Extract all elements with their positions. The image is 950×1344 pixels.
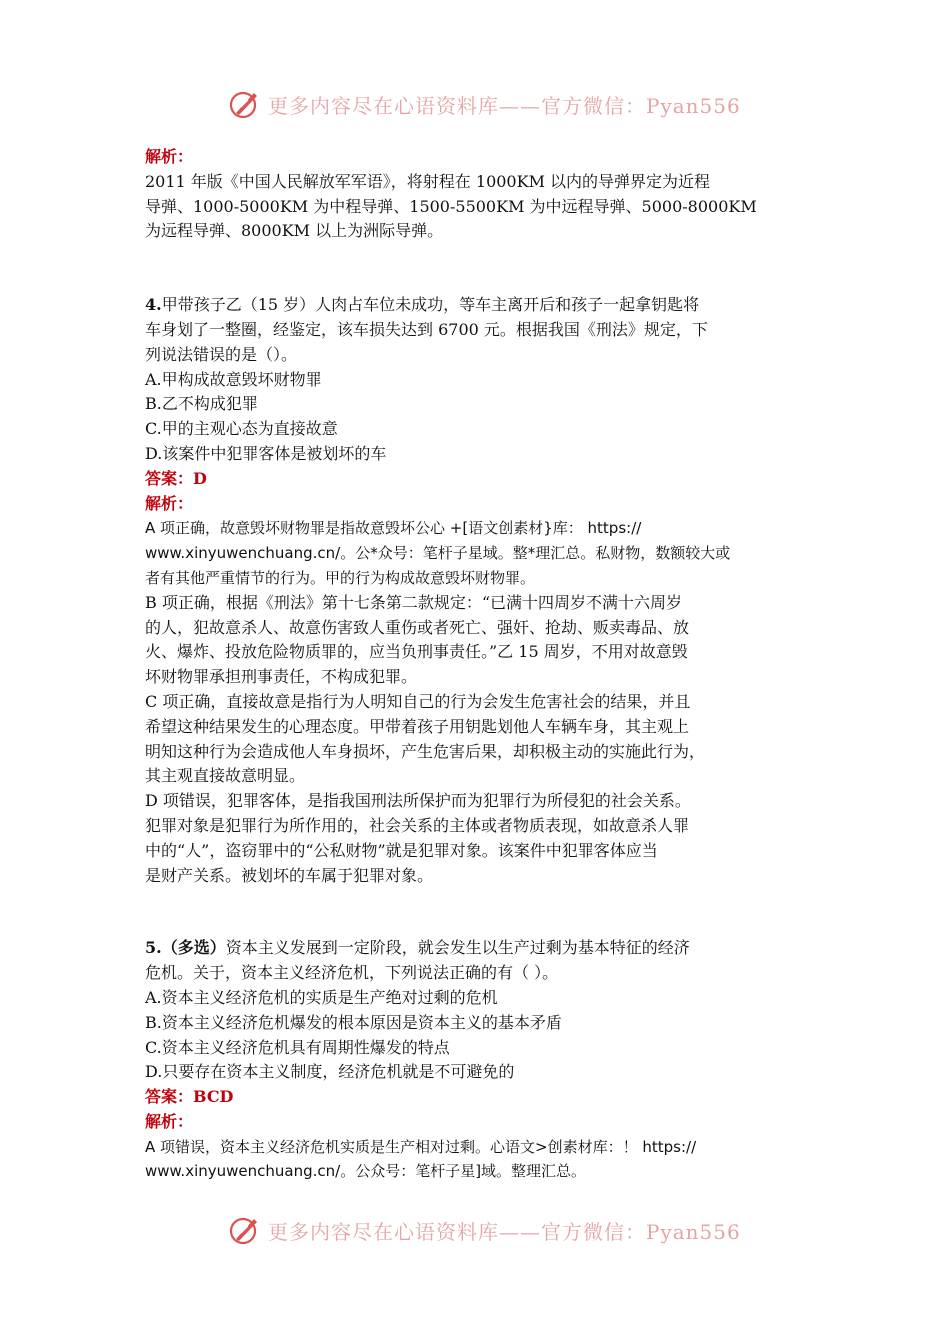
question-stem-line: 列说法错误的是（）。 [145, 344, 298, 364]
option-c: C.资本主义经济危机具有周期性爆发的特点 [145, 1037, 450, 1057]
question-4 [145, 293, 810, 888]
analysis-d-line: 是财产关系。被划坏的车属于犯罪对象。 [145, 865, 434, 885]
question-stem-line: 车身划了一整圈，经鉴定，该车损失达到 6700 元。根据我国《刑法》规定，下 [145, 319, 708, 339]
analysis-d-line: 中的“人”，盗窃罪中的“公私财物”就是犯罪对象。该案件中犯罪客体应当 [145, 840, 658, 860]
option-a: A.甲构成故意毁坏财物罪 [145, 369, 322, 389]
analysis-line: 2011 年版《中国人民解放军军语》，将射程在 1000KM 以内的导弹界定为近程 [145, 171, 711, 191]
option-d: D.只要存在资本主义制度，经济危机就是不可避免的 [145, 1062, 515, 1082]
analysis-a-line: A 项错误，资本主义经济危机实质是生产相对过剩。心语文>创素材库：！ https:// [145, 1137, 697, 1156]
quill-logo-icon [228, 1213, 262, 1247]
analysis-d-line: 犯罪对象是犯罪行为所作用的，社会关系的主体或者物质表现，如故意杀人罪 [145, 815, 690, 835]
analysis-b-line: 火、爆炸、投放危险物质罪的，应当负刑事责任。”乙 15 周岁，不用对故意毁 [145, 642, 688, 662]
analysis-line: 为远程导弹、8000KM 以上为洲际导弹。 [145, 221, 444, 241]
footer-banner [0, 1210, 950, 1250]
analysis-label: 解析： [145, 1111, 194, 1131]
question-number: 4. [145, 295, 162, 315]
analysis-c-line: 明知这种行为会造成他人车身损坏，产生危害后果，却积极主动的实施此行为， [145, 741, 706, 761]
option-b: B.资本主义经济危机爆发的根本原因是资本主义的基本矛盾 [145, 1012, 562, 1032]
analysis-b-line: 坏财物罪承担刑事责任，不构成犯罪。 [145, 667, 418, 687]
analysis-c-line: C 项正确，直接故意是指行为人明知自己的行为会发生危害社会的结果，并且 [145, 691, 691, 711]
header-banner [0, 84, 950, 124]
analysis-c-line: 希望这种结果发生的心理态度。甲带着孩子用钥匙划他人车辆车身，其主观上 [145, 716, 690, 736]
analysis-d-line: D 项错误，犯罪客体，是指我国刑法所保护而为犯罪行为所侵犯的社会关系。 [145, 791, 691, 811]
question-number: 5. [145, 938, 162, 958]
analysis-label: 解析： [145, 493, 194, 513]
question-stem-line: 4.甲带孩子乙（15 岁）人肉占车位未成功，等车主离开后和孩子一起拿钥匙将 [145, 295, 700, 315]
question-3-analysis [145, 145, 810, 244]
question-tag: （多选） [161, 938, 226, 958]
option-b: B.乙不构成犯罪 [145, 394, 258, 414]
question-stem-line: 5.（多选）资本主义发展到一定阶段，就会发生以生产过剩为基本特征的经济 [145, 938, 690, 958]
question-5 [145, 936, 810, 1184]
analysis-a-line: www.xinyuwenchuang.cn/。公*众号：笔杆子星域。整*理汇总。私财物，数额较大或 [145, 544, 731, 563]
analysis-c-line: 其主观直接故意明显。 [145, 766, 306, 786]
analysis-b-line: 的人，犯故意杀人、故意伤害致人重伤或者死亡、强奸、抢劫、贩卖毒品、放 [145, 617, 690, 637]
analysis-a-line: A 项正确，故意毁坏财物罪是指故意毁坏公心 +[语文创素材}库： https:// [145, 519, 642, 538]
quill-logo-icon [228, 87, 262, 121]
analysis-label: 解析： [145, 147, 194, 166]
answer-label: 答案：BCD [145, 1087, 234, 1107]
option-a: A.资本主义经济危机的实质是生产绝对过剩的危机 [145, 987, 498, 1007]
answer-label: 答案：D [145, 468, 207, 488]
banner-text: 更多内容尽在心语资料库——官方微信：Pyan556 [268, 1219, 741, 1244]
analysis-a-line: 者有其他严重情节的行为。甲的行为构成故意毁坏财物罪。 [145, 568, 536, 587]
option-d: D.该案件中犯罪客体是被划坏的车 [145, 443, 387, 463]
banner-text: 更多内容尽在心语资料库——官方微信：Pyan556 [268, 93, 741, 118]
document-body [145, 145, 810, 1184]
option-c: C.甲的主观心态为直接故意 [145, 419, 338, 439]
analysis-line: 导弹、1000-5000KM 为中程导弹、1500-5500KM 为中远程导弹、5000-8000KM [145, 196, 757, 216]
analysis-a-line: www.xinyuwenchuang.cn/。公众号：笔杆子星]域。整理汇总。 [145, 1162, 587, 1181]
analysis-b-line: B 项正确，根据《刑法》第十七条第二款规定：“已满十四周岁不满十六周岁 [145, 592, 683, 612]
question-stem-line: 危机。关于，资本主义经济危机，下列说法正确的有（ ）。 [145, 963, 559, 983]
